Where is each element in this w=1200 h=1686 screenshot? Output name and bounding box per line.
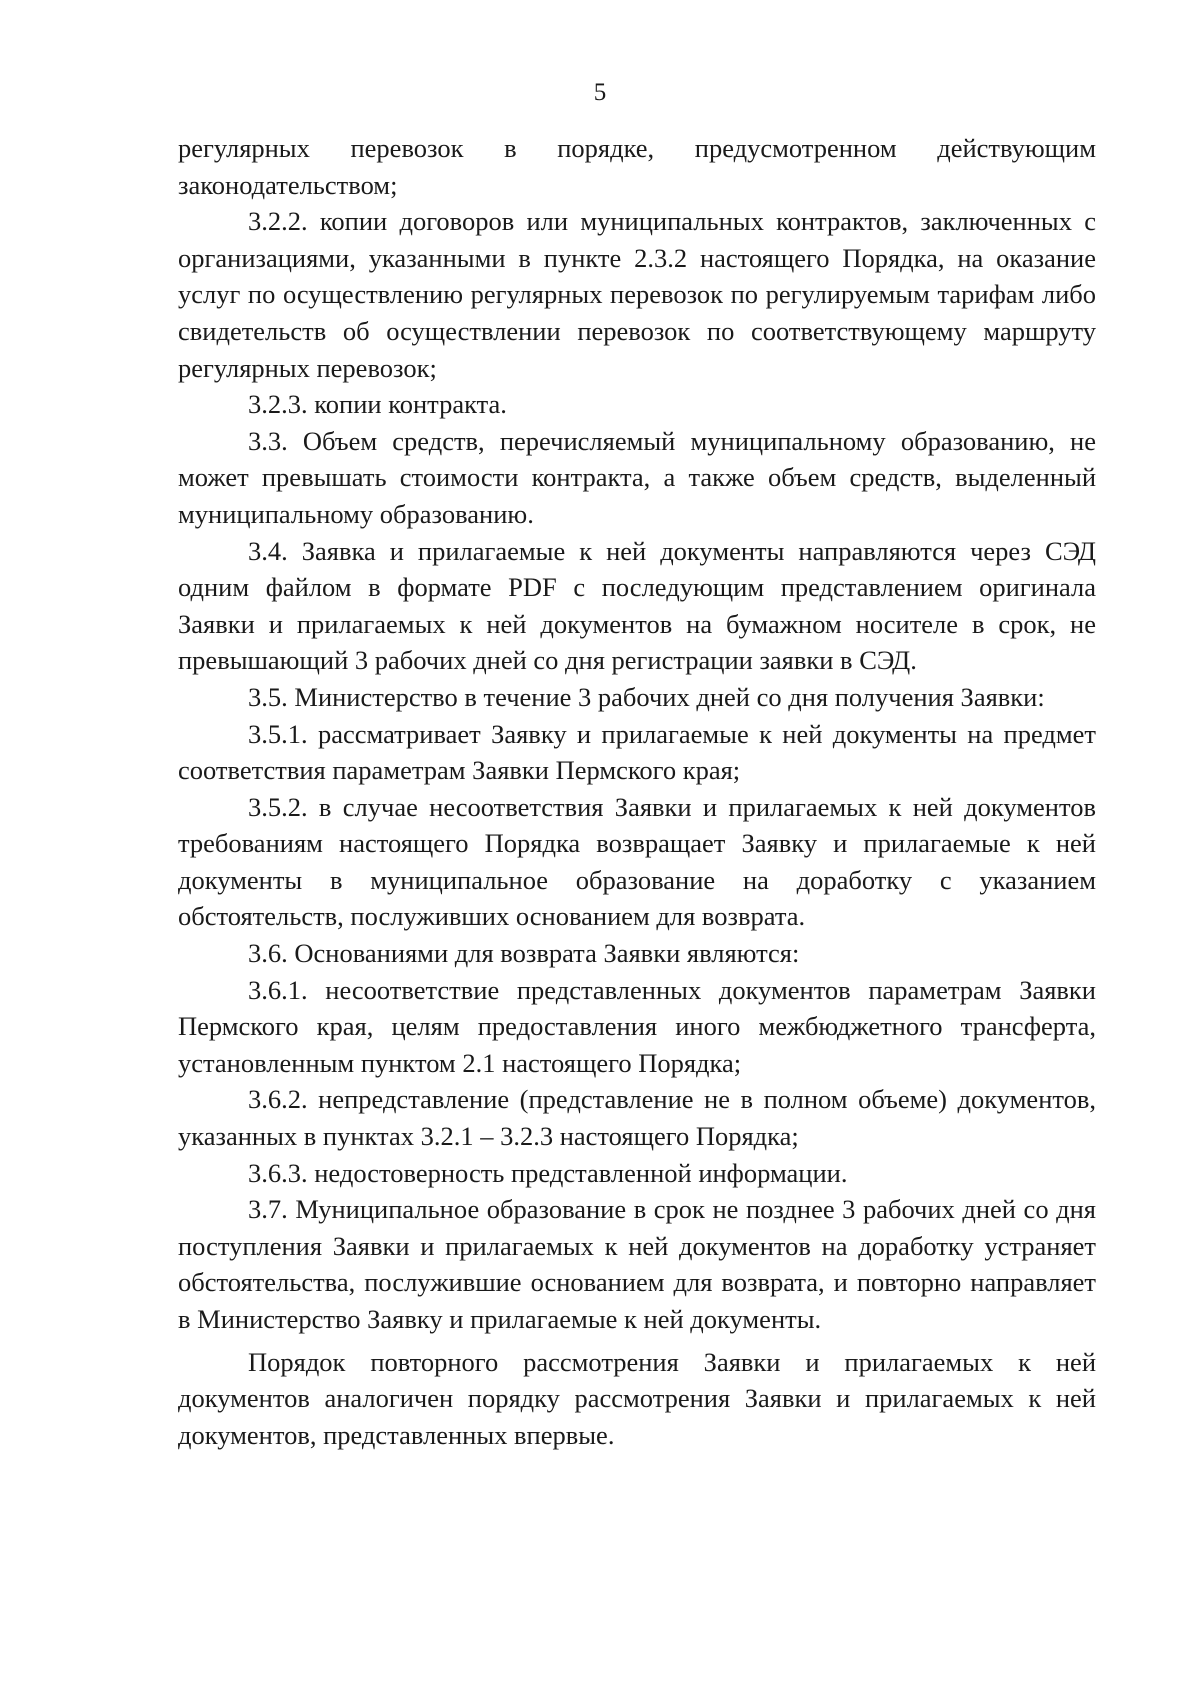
paragraph: 3.2.3. копии контракта.	[248, 389, 507, 420]
paragraph: 3.6.2. непредставление (представление не в полном объеме) документов, указанных в пунктах 3.2.1 – 3.2.3 настоящего Порядка;	[178, 1084, 1096, 1152]
paragraph: регулярных перевозок в порядке, предусмотренном действующим законодательством;	[178, 133, 1096, 200]
paragraph: 3.6. Основаниями для возврата Заявки являются:	[248, 938, 800, 969]
paragraph: 3.6.3. недостоверность представленной информации.	[248, 1157, 848, 1188]
page-number: 5	[593, 79, 607, 106]
paragraph: 3.5.2. в случае несоответствия Заявки и прилагаемых к ней документов требованиям настоящего Порядка возвращает Заявку и прилагаемые к ней документы в муниципальное образование на доработку с указанием обстоятельств, послуживших основанием для возврата.	[178, 791, 1096, 932]
paragraph: 3.5. Министерство в течение 3 рабочих дней со дня получения Заявки:	[248, 681, 1045, 712]
paragraph: 3.3. Объем средств, перечисляемый муниципальному образованию, не может превышать стоимости контракта, а также объем средств, выделенный муниципальному образованию.	[178, 425, 1096, 529]
paragraph: 3.6.1. несоответствие представленных документов параметрам Заявки Пермского края, целям предоставления иного межбюджетного трансферта, установленным пунктом 2.1 настоящего Порядка;	[178, 974, 1096, 1078]
paragraph: 3.5.1. рассматривает Заявку и прилагаемые к ней документы на предмет соответствия параметрам Заявки Пермского края;	[178, 718, 1096, 786]
paragraph: 3.2.2. копии договоров или муниципальных контрактов, заключенных с организациями, указанными в пункте 2.3.2 настоящего Порядка, на оказание услуг по осуществлению регулярных перевозок по регулируемым тарифам либо свидетельств об осуществлении перевозок по соответствующему маршруту регулярных перевозок;	[178, 206, 1096, 383]
paragraph: 3.7. Муниципальное образование в срок не позднее 3 рабочих дней со дня поступления Заявки и прилагаемых к ней документов на доработку устраняет обстоятельства, послужившие основанием для возврата, и повторно направляет в Министерство Заявку и прилагаемые к ней документы.	[178, 1194, 1096, 1334]
paragraph: 3.4. Заявка и прилагаемые к ней документы направляются через СЭД одним файлом в формате PDF с последующим представлением оригинала Заявки и прилагаемых к ней документов на бумажном носителе в срок, не превышающий 3 рабочих дней со дня регистрации заявки в СЭД.	[178, 535, 1096, 676]
document-body	[178, 130, 1096, 1453]
paragraph: Порядок повторного рассмотрения Заявки и прилагаемых к ней документов аналогичен порядку рассмотрения Заявки и прилагаемых к ней документов, представленных впервые.	[178, 1346, 1096, 1450]
